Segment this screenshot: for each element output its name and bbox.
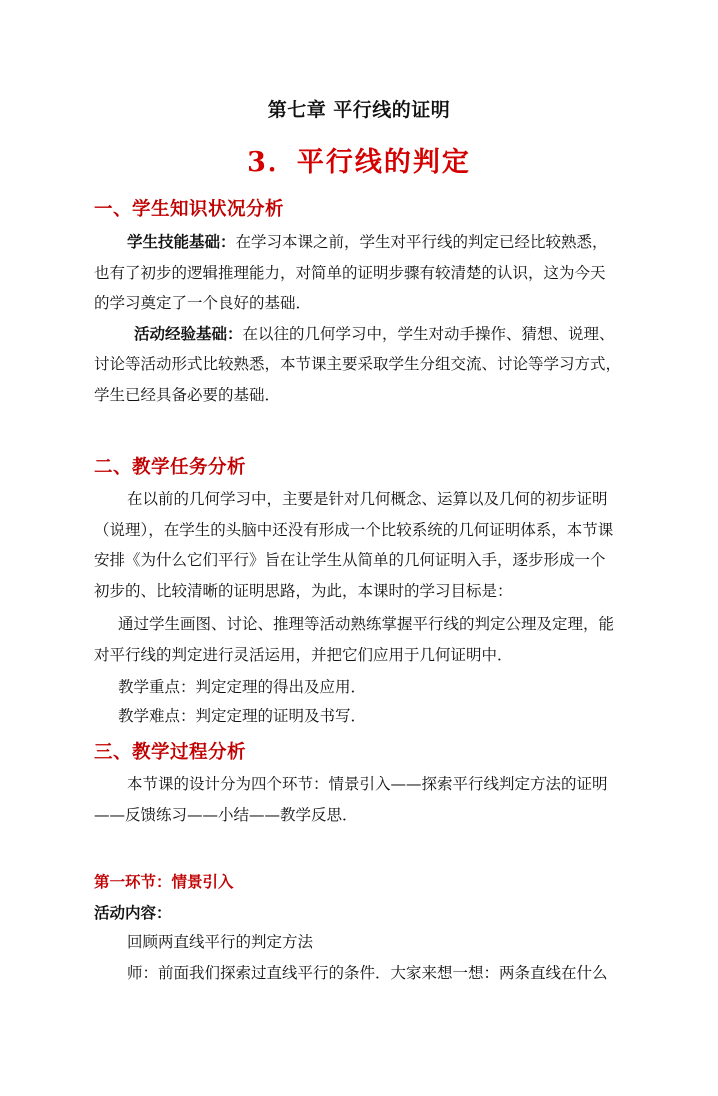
section1-heading: 一、学生知识状况分析 [94,199,285,220]
review-line: 回顾两直线平行的判定方法 [127,933,314,951]
chapter-title: 第七章 平行线的证明 [267,99,451,121]
section2-p2-line2: 对平行线的判定进行灵活运用，并把它们应用于几何证明中． [94,646,513,664]
skill-basis-text: 在学习本课之前，学生对平行线的判定已经比较熟悉， [235,233,608,251]
section2-p2-line1: 通过学生画图、讨论、推理等活动熟练掌握平行线的判定公理及定理，能 [118,615,615,633]
section2-heading: 二、教学任务分析 [94,457,247,478]
section1-p2-line1 [134,324,615,344]
section1-p2-line3: 学生已经具备必要的基础． [94,386,281,404]
section2-p1-line3: 安排《为什么它们平行》旨在让学生从简单的几何证明入手，逐步形成一个 [94,551,606,569]
teacher-line: 师：前面我们探索过直线平行的条件．大家来想一想：两条直线在什么 [127,964,608,982]
step1-heading: 第一环节：情景引入 [94,872,234,891]
section3-p1-line1: 本节课的设计分为四个环节：情景引入——探索平行线判定方法的证明 [127,775,608,793]
activity-content-label: 活动内容： [94,903,172,922]
teaching-key-point: 教学重点：判定定理的得出及应用． [118,678,367,696]
section2-p1-line1: 在以前的几何学习中，主要是针对几何概念、运算以及几何的初步证明 [127,490,608,508]
section1-p1-line3: 的学习奠定了一个良好的基础． [94,294,312,312]
section3-p1-line2: ——反馈练习——小结——教学反思． [94,806,358,824]
section1-p1-line2: 也有了初步的逻辑推理能力，对简单的证明步骤有较清楚的认识，这为今天 [94,264,606,282]
section2-p1-line4: 初步的、比较清晰的证明思路，为此，本课时的学习目标是： [94,582,513,600]
teaching-difficulty: 教学难点：判定定理的证明及书写． [118,707,367,725]
skill-basis-label: 学生技能基础： [127,232,236,251]
section1-p1-line1 [127,232,608,252]
activity-basis-label: 活动经验基础： [134,324,243,343]
section3-heading: 三、教学过程分析 [94,742,247,763]
section1-p2-line2: 讨论等活动形式比较熟悉，本节课主要采取学生分组交流、讨论等学习方式， [94,355,622,373]
section2-p1-line2: （说理），在学生的头脑中还没有形成一个比较系统的几何证明体系，本节课 [94,521,614,539]
lesson-title: 3．平行线的判定 [247,147,471,178]
activity-basis-text: 在以往的几何学习中，学生对动手操作、猜想、说理、 [242,325,615,343]
